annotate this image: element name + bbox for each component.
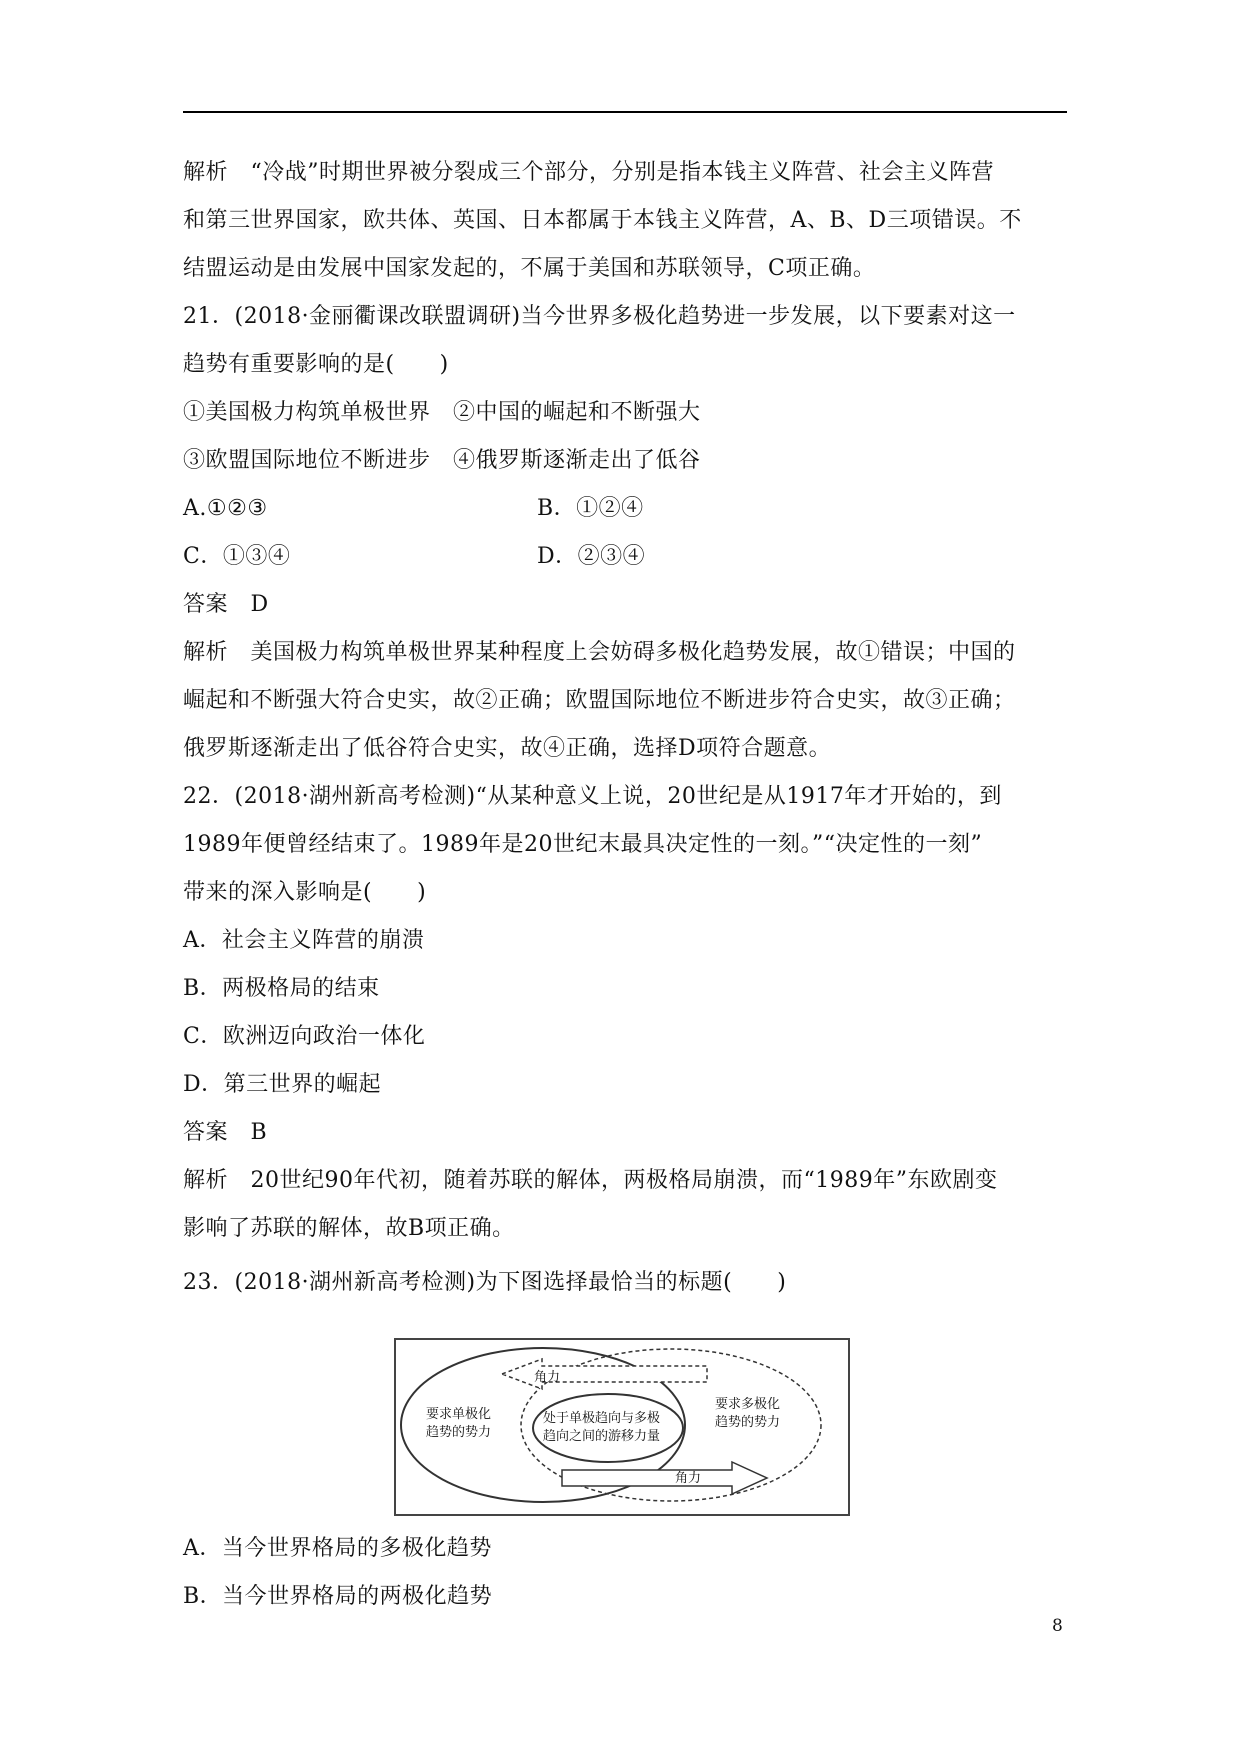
question-22-line-3: 带来的深入影响是( ) [183, 880, 427, 905]
option-21-d: D．②③④ [537, 544, 646, 569]
question-21-line-1: 21．(2018·金丽衢课改联盟调研)当今世界多极化趋势进一步发展，以下要素对这一 [183, 304, 1016, 329]
option-22-a: A．社会主义阵营的崩溃 [183, 928, 425, 953]
question-23-figure [394, 1338, 850, 1516]
question-21-line-2: 趋势有重要影响的是( ) [183, 352, 449, 377]
option-21-b: B．①②④ [537, 496, 644, 521]
header-rule [183, 111, 1067, 113]
question-23: 23．(2018·湖州新高考检测)为下图选择最恰当的标题( ) [183, 1270, 787, 1295]
analysis-21-line-1: 解析 美国极力构筑单极世界某种程度上会妨碍多极化趋势发展，故①错误；中国的 [183, 640, 1016, 665]
option-22-d: D．第三世界的崛起 [183, 1072, 382, 1097]
unipolar-label-2: 趋势的势力 [426, 1425, 492, 1440]
option-23-a: A．当今世界格局的多极化趋势 [183, 1536, 492, 1561]
multipolar-label-1: 要求多极化 [715, 1397, 781, 1412]
page-number: 8 [1052, 1616, 1063, 1636]
arrow-top-label: 角力 [534, 1370, 561, 1385]
swing-label-1: 处于单极趋向与多极 [543, 1411, 661, 1426]
answer-22: 答案 B [183, 1120, 268, 1145]
analysis-20-line-3: 结盟运动是由发展中国家发起的，不属于美国和苏联领导，C项正确。 [183, 256, 876, 281]
analysis-21-line-3: 俄罗斯逐渐走出了低谷符合史实，故④正确，选择D项符合题意。 [183, 736, 832, 761]
option-21-c: C．①③④ [183, 544, 291, 569]
analysis-22-line-2: 影响了苏联的解体，故B项正确。 [183, 1216, 515, 1241]
option-22-c: C．欧洲迈向政治一体化 [183, 1024, 426, 1049]
answer-21: 答案 D [183, 592, 269, 617]
option-21-a: A.①②③ [183, 496, 268, 521]
question-21-items-1: ①美国极力构筑单极世界 ②中国的崛起和不断强大 [183, 400, 701, 425]
arrow-left-outline [502, 1359, 707, 1389]
arrow-bottom-label: 角力 [675, 1471, 702, 1486]
question-22-line-2: 1989年便曾经结束了。1989年是20世纪末最具决定性的一刻。”“决定性的一刻” [183, 832, 983, 857]
question-22-line-1: 22．(2018·湖州新高考检测)“从某种意义上说，20世纪是从1917年才开始的，到 [183, 784, 1002, 809]
unipolar-label-1: 要求单极化 [426, 1407, 492, 1422]
analysis-22-line-1: 解析 20世纪90年代初，随着苏联的解体，两极格局崩溃，而“1989年”东欧剧变 [183, 1168, 998, 1193]
question-21-items-2: ③欧盟国际地位不断进步 ④俄罗斯逐渐走出了低谷 [183, 448, 701, 473]
option-23-b: B．当今世界格局的两极化趋势 [183, 1584, 493, 1609]
analysis-20-line-2: 和第三世界国家，欧共体、英国、日本都属于本钱主义阵营，A、B、D三项错误。不 [183, 208, 1022, 233]
swing-label-2: 趋向之间的游移力量 [543, 1429, 661, 1444]
multipolar-label-2: 趋势的势力 [715, 1415, 781, 1430]
option-22-b: B．两极格局的结束 [183, 976, 380, 1001]
analysis-21-line-2: 崛起和不断强大符合史实，故②正确；欧盟国际地位不断进步符合史实，故③正确； [183, 688, 1016, 713]
analysis-20-line-1: 解析 “冷战”时期世界被分裂成三个部分，分别是指本钱主义阵营、社会主义阵营 [183, 160, 994, 185]
